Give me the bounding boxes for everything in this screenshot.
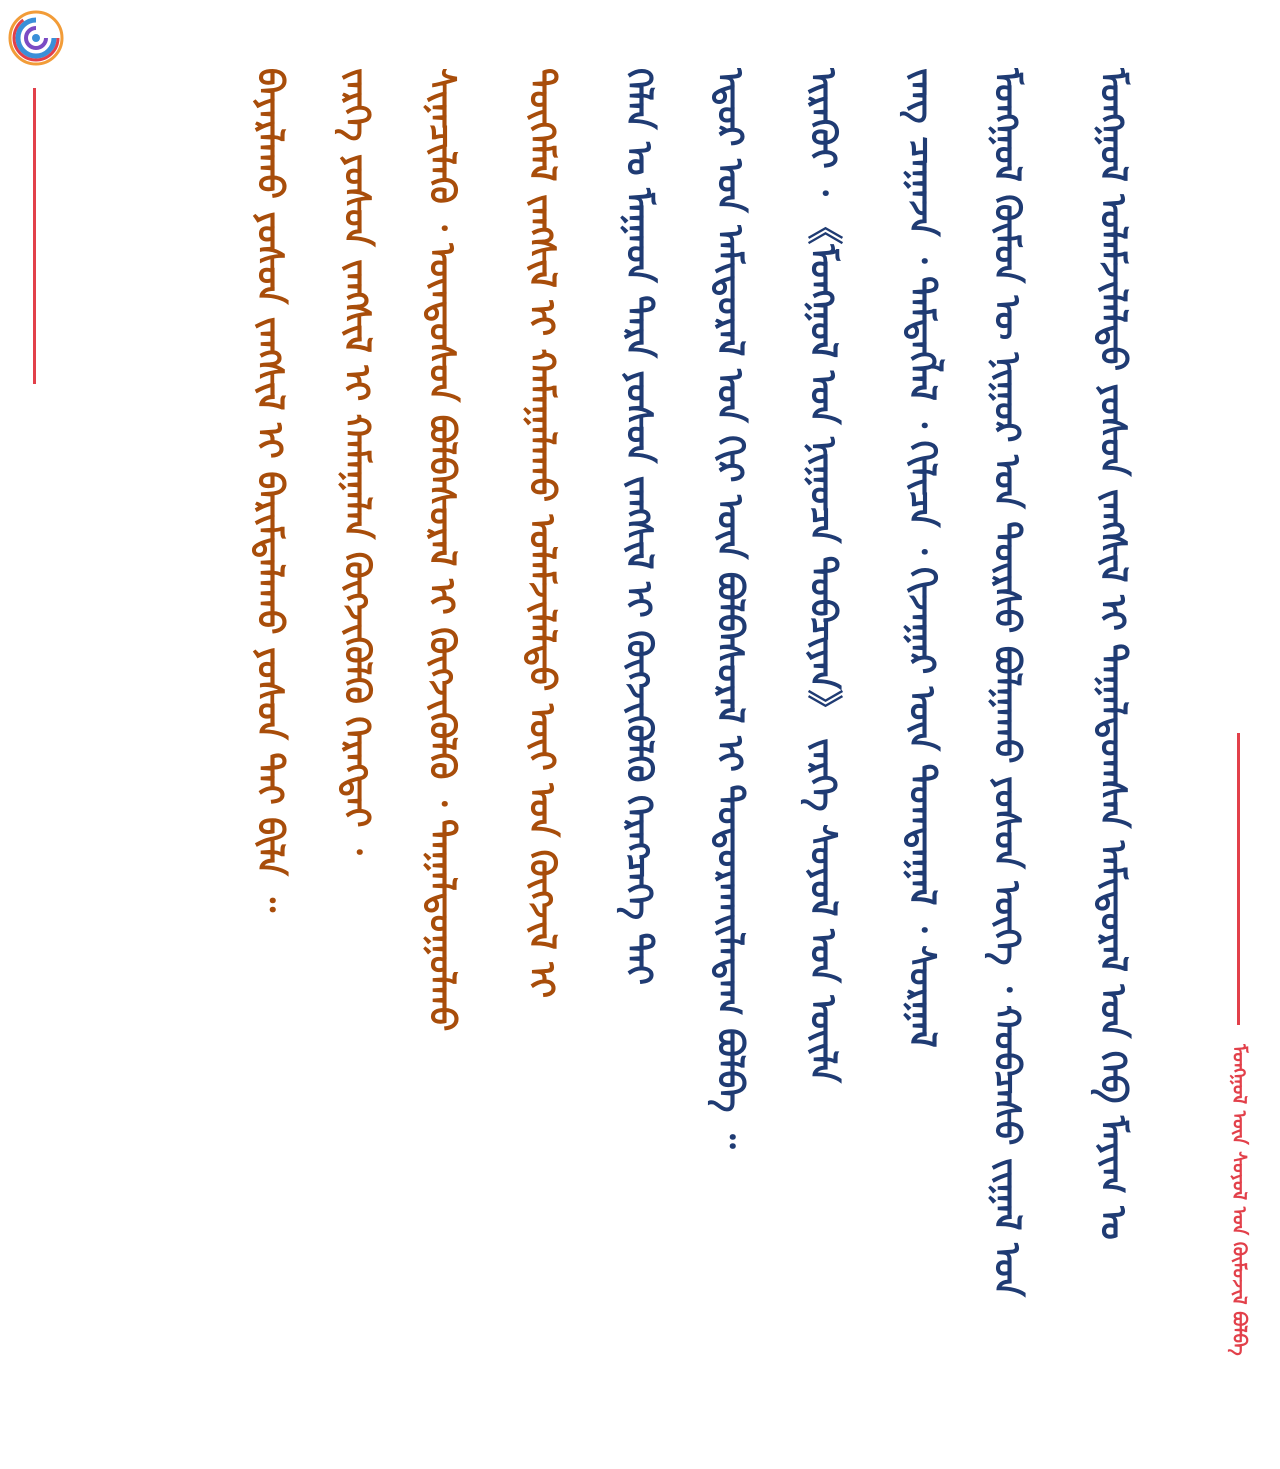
text-column-4: ᠢᠷᠡᠬᠦᠢ ᠂ 《ᠮᠣᠩᠭᠣᠯ ᠤᠨ ᠨᠢᠭᠤᠴᠠ ᠲᠣᠪᠴᠢᠶᠠᠨ》 ᠵᠡᠷᠭᠡ ᠰᠣᠶᠣᠯ ᠤᠨ ᠦᠢᠯᠡ: [802, 68, 843, 1083]
text-column-1: ᠮᠣᠩᠭᠣᠯ ᠤᠯᠠᠮᠵᠢᠯᠠᠯᠲᠤ ᠶᠣᠰᠤᠨ ᠵᠠᠩᠰᠢᠯ ᠢ ᠳᠠᠭᠠᠯᠳᠤᠭᠰᠠᠨ ᠠᠮᠢᠳᠤᠷᠠᠯ ᠤᠨ ᠬᠡᠪ ᠮᠠᠶᠢᠭ ᠤ: [1092, 68, 1133, 1240]
text-column-10: ᠪᠠᠶᠠᠷᠯᠠᠬᠤ ᠶᠣᠰᠤᠨ ᠵᠠᠩᠰᠢᠯ ᠢ ᠪᠠᠷᠢᠮᠲᠠᠯᠠᠬᠤ ᠶᠣᠰᠤᠨ ᠲᠠᠢ ᠪᠢᠯᠡ ᠃: [249, 68, 290, 913]
decorative-rule-side: [1237, 733, 1240, 1025]
text-column-9: ᠵᠡᠷᠭᠡ ᠶᠣᠰᠤᠨ ᠵᠠᠩᠰᠢᠯ ᠢ ᠬᠠᠮᠠᠭᠠᠯᠠᠨ ᠬᠥᠭᠵᠢᠭᠦᠯᠬᠦ ᠬᠡᠷᠡᠭᠲᠡᠢ ᠂: [336, 68, 377, 855]
text-column-3: ᠵᠠᠩ ᠴᠠᠭᠠᠵᠠ ᠂ ᠲᠡᠮᠳᠡᠭᠯᠡᠯ ᠂ ᠬᠢᠯᠢᠴᠡ ᠂ ᠬᠢᠵᠠᠭᠠᠷ ᠦᠨ ᠲᠣᠭᠲᠠᠭᠠᠯ ᠂ ᠰᠤᠷᠭᠠᠯ: [901, 68, 942, 1048]
spiral-logo-icon: [8, 10, 64, 66]
text-column-5: ᠡᠳᠦᠷ ᠤᠨ ᠠᠮᠢᠳᠤᠷᠠᠯ ᠤᠨ ᠬᠢᠷ ᠦᠨ ᠪᠣᠯᠪᠠᠰᠤᠷᠠᠯ ᠢ ᠲᠣᠳᠤᠷᠬᠠᠢᠯᠠᠳᠠᠭ ᠪᠣᠯᠪᠠ ᠃: [709, 68, 750, 1149]
text-column-2: ᠮᠣᠩᠭᠣᠯ ᠬᠦᠮᠦᠨ ᠦ ᠨᠢᠭᠤᠷ ᠤᠨ ᠳᠦᠷᠰᠦ ᠪᠣᠯᠭᠠᠬᠤ ᠶᠣᠰᠤᠨ ᠦᠭᠡ ᠂ ᠬᠣᠪᠴᠠᠰᠤ ᠵᠢᠭᠠᠯ ᠤᠨ: [986, 68, 1027, 1297]
text-column-8: ᠰᠢᠨᠡᠴᠢᠯᠡᠬᠦ ᠂ ᠦᠨᠳᠦᠰᠦᠨ ᠪᠣᠯᠪᠠᠰᠤᠷᠠᠯ ᠢ ᠬᠥᠭᠵᠢᠭᠦᠯᠬᠦ ᠂ ᠳᠠᠭᠠᠯᠳᠤᠭᠤᠯᠬᠤ: [421, 68, 462, 1032]
text-column-6: ᠬᠡᠯᠡᠨ ᠤ ᠮᠠᠭᠠᠳ ᠲᠡᠷᠡ ᠶᠣᠰᠤᠨ ᠵᠠᠩᠰᠢᠯ ᠢ ᠬᠥᠭᠵᠢᠭᠦᠯᠬᠦ ᠬᠡᠷᠡᠭᠴᠡᠭᠡ ᠲᠠᠢ: [618, 68, 659, 986]
decorative-rule-top: [33, 88, 36, 384]
text-column-7: ᠲᠦᠭᠡᠮᠡᠯ ᠵᠠᠩᠰᠢᠯ ᠢ ᠬᠠᠮᠠᠭᠠᠯᠠᠬᠤ ᠤᠯᠠᠮᠵᠢᠯᠠᠯᠲᠤ ᠦᠶ ᠤᠨ ᠬᠥᠭᠵᠢᠯ ᠢ: [521, 68, 562, 999]
side-caption: ᠮᠣᠩᠭᠣᠯ ᠦᠨ ᠰᠣᠶᠣᠯ ᠤᠨ ᠬᠥᠮᠦᠵᠢᠯ ᠪᠣᠯᠪᠠ: [1228, 1044, 1250, 1356]
